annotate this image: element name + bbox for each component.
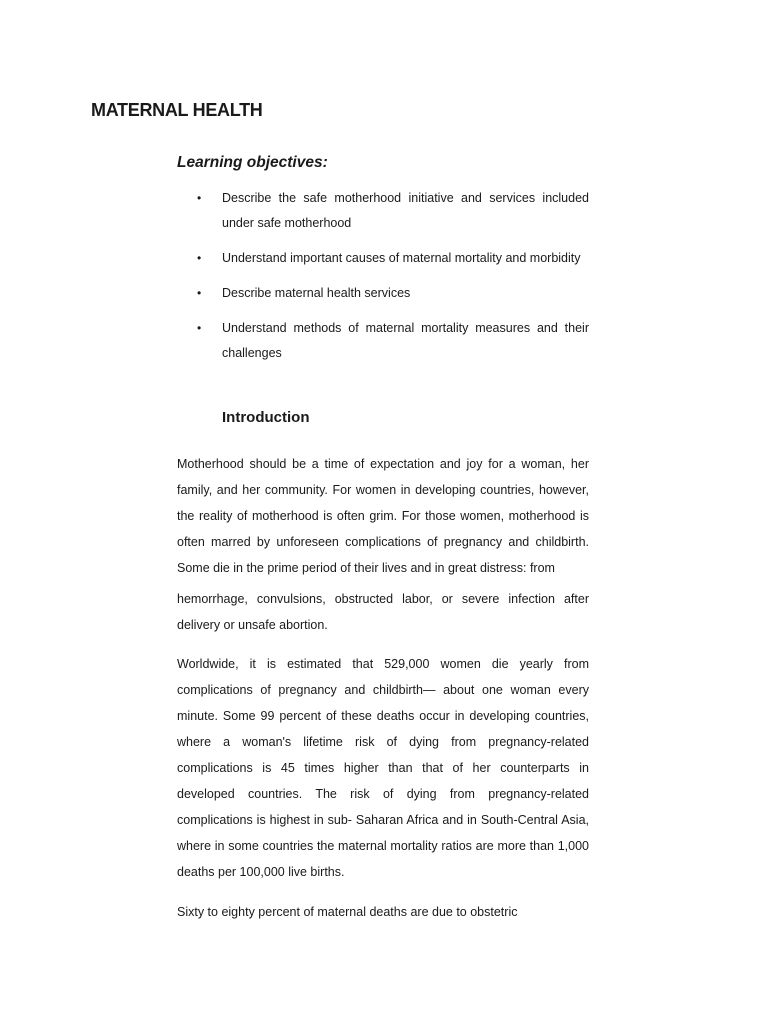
paragraph-3	[177, 899, 589, 925]
document-title: MATERNAL HEALTH	[91, 100, 263, 120]
bullet-icon: •	[197, 251, 202, 265]
objective-text: Understand methods of maternal mortality measures and their challenges	[222, 321, 589, 360]
paragraph-1	[177, 451, 589, 638]
bullet-icon: •	[197, 191, 202, 205]
bullet-icon: •	[197, 321, 202, 335]
paragraph-1-head: Motherhood should be a time of expectation and joy for a woman, her family, and her community. For women in developing countries, however, the reality of motherhood is often grim. For those women, motherhood is often marred by unforeseen complications of pregnancy and childbirth. Some die in the prime period of their lives and in great distress: from	[177, 457, 589, 575]
learning-objectives-heading: Learning objectives:	[177, 154, 328, 171]
objective-item	[197, 246, 589, 271]
objective-text: Understand important causes of maternal mortality and morbidity	[222, 251, 581, 265]
paragraph-2-text: Worldwide, it is estimated that 529,000 women die yearly from complications of pregnancy and childbirth— about one woman every minute. Some 99 percent of these deaths occur in developing countries, where a woman's lifetime risk of dying from pregnancy-related complications is 45 times higher than that of her counterparts in developed countries. The risk of dying from pregnancy-related complications is highest in sub- Saharan Africa and in South-Central Asia, where in some countries the maternal mortality ratios are more than 1,000 deaths per 100,000 live births.	[177, 657, 589, 879]
paragraph-3-text: Sixty to eighty percent of maternal deaths are due to obstetric	[177, 905, 518, 919]
paragraph-2	[177, 651, 589, 885]
objective-item	[197, 316, 589, 366]
objective-item	[197, 186, 589, 236]
objective-item	[197, 281, 589, 306]
paragraph-1-tail: hemorrhage, convulsions, obstructed labor, or severe infection after delivery or unsafe abortion.	[177, 592, 589, 632]
objective-text: Describe the safe motherhood initiative and services included under safe motherhood	[222, 191, 589, 230]
objective-text: Describe maternal health services	[222, 286, 411, 300]
introduction-heading: Introduction	[222, 409, 310, 426]
bullet-icon: •	[197, 286, 202, 300]
learning-objectives-list	[197, 186, 589, 366]
